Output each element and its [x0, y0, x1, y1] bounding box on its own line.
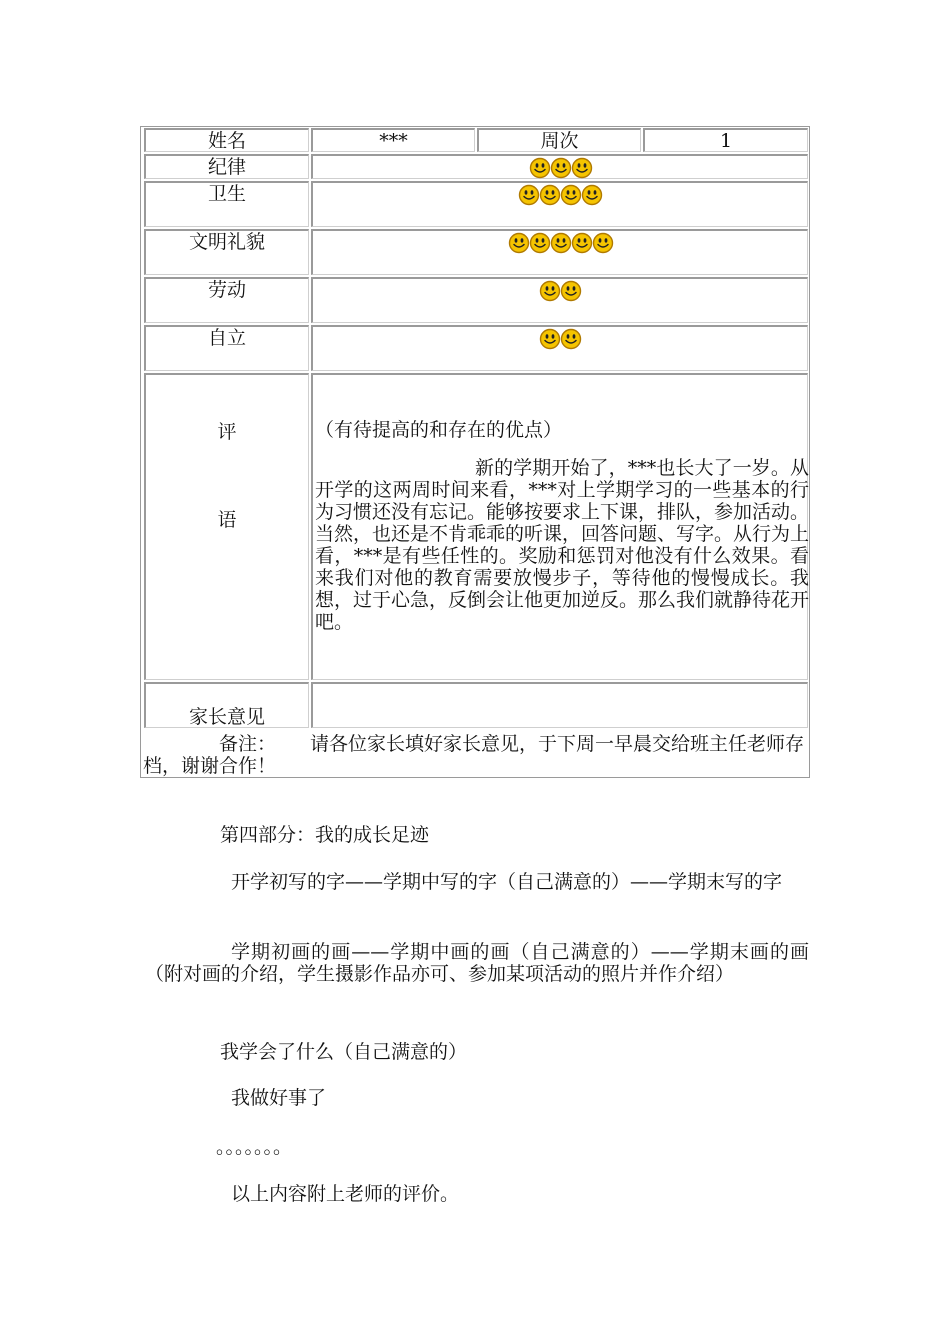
rating-row-label-cell: [144, 154, 309, 179]
comment-text: [315, 419, 809, 633]
note: [143, 733, 809, 777]
rating-row-label-cell: [144, 277, 309, 323]
growth-item: 学期初画的画——学期中画的画（自己满意的）——学期末画的画（附对画的介绍，学生摄影作品亦可、参加某项活动的照片并作介绍）: [145, 941, 809, 985]
smiley-face-icon: [550, 232, 572, 254]
rating-row-label-cell: [144, 325, 309, 371]
week-value-cell: [643, 128, 808, 152]
rating-row-label: 纪律: [207, 156, 246, 178]
smiley-rating: [313, 328, 807, 350]
smiley-face-icon: [529, 157, 551, 179]
rating-row-value-cell: [311, 154, 808, 179]
smiley-face-icon: [539, 184, 561, 206]
comment-label-cell: [144, 373, 309, 680]
smiley-face-icon: [560, 280, 582, 302]
rating-row-label: 文明礼貌: [188, 231, 265, 253]
week-value: 1: [719, 130, 733, 152]
smiley-face-icon: [581, 184, 603, 206]
name-value: ***: [379, 130, 408, 152]
rating-row-label-cell: [144, 229, 309, 275]
smiley-face-icon: [571, 157, 593, 179]
rating-row-label-cell: [144, 181, 309, 227]
comment-intro: （有待提高的和存在的优点）: [315, 419, 563, 441]
week-label: 周次: [540, 130, 579, 152]
section-title: 第四部分：我的成长足迹: [220, 824, 430, 846]
growth-item: 以上内容附上老师的评价。: [231, 1183, 460, 1205]
name-label-cell: [144, 128, 309, 152]
name-label: 姓名: [207, 130, 246, 152]
parent-opinion-label-cell: [144, 682, 309, 728]
growth-item: 开学初写的字——学期中写的字（自己满意的）——学期末写的字: [231, 871, 783, 893]
rating-row-value-cell: [311, 277, 808, 323]
rating-row-value-cell: [311, 181, 808, 227]
smiley-face-icon: [539, 328, 561, 350]
smiley-rating: [313, 157, 807, 179]
rating-row-label: 劳动: [207, 279, 246, 301]
smiley-rating: [313, 184, 807, 206]
comment-label-2: 语: [217, 509, 237, 531]
evaluation-table: [140, 126, 810, 778]
comment-body: 新的学期开始了，***也长大了一岁。从开学的这两周时间来看，***对上学期学习的一些基本的行为习惯还没有忘记。能够按要求上下课，排队，参加活动。当然，也还是不肯乖乖的听课，回答问题、写字。从行为上看，***是有些任性的。奖励和惩罚对他没有什么效果。看来我们对他的教育需要放慢步子，等待他的慢慢成长。我想，过于心急，反倒会让他更加逆反。那么我们就静待花开吧。: [315, 457, 810, 633]
smiley-face-icon: [508, 232, 530, 254]
smiley-face-icon: [560, 184, 582, 206]
smiley-face-icon: [529, 232, 551, 254]
smiley-face-icon: [539, 280, 561, 302]
week-label-cell: [477, 128, 641, 152]
growth-item: 我学会了什么（自己满意的）: [220, 1041, 468, 1063]
smiley-rating: [313, 280, 807, 302]
growth-item: 我做好事了: [231, 1087, 327, 1109]
smiley-face-icon: [550, 157, 572, 179]
note-text: 请各位家长填好家长意见，于下周一早晨交给班主任老师存档，谢谢合作！: [143, 733, 805, 777]
name-value-cell: [311, 128, 475, 152]
rating-row-label: 自立: [207, 327, 246, 349]
note-label: 备注：: [219, 733, 277, 755]
parent-opinion-label: 家长意见: [188, 706, 265, 728]
growth-item: 。。。。。。。: [216, 1136, 293, 1158]
smiley-rating: [313, 232, 807, 254]
comment-label-1: 评: [217, 421, 237, 443]
smiley-face-icon: [571, 232, 593, 254]
smiley-face-icon: [518, 184, 540, 206]
rating-row-value-cell: [311, 325, 808, 371]
comment-cell: [311, 373, 808, 680]
rating-row-label: 卫生: [207, 183, 246, 205]
parent-opinion-input-cell[interactable]: [311, 682, 808, 728]
rating-row-value-cell: [311, 229, 808, 275]
smiley-face-icon: [560, 328, 582, 350]
smiley-face-icon: [592, 232, 614, 254]
